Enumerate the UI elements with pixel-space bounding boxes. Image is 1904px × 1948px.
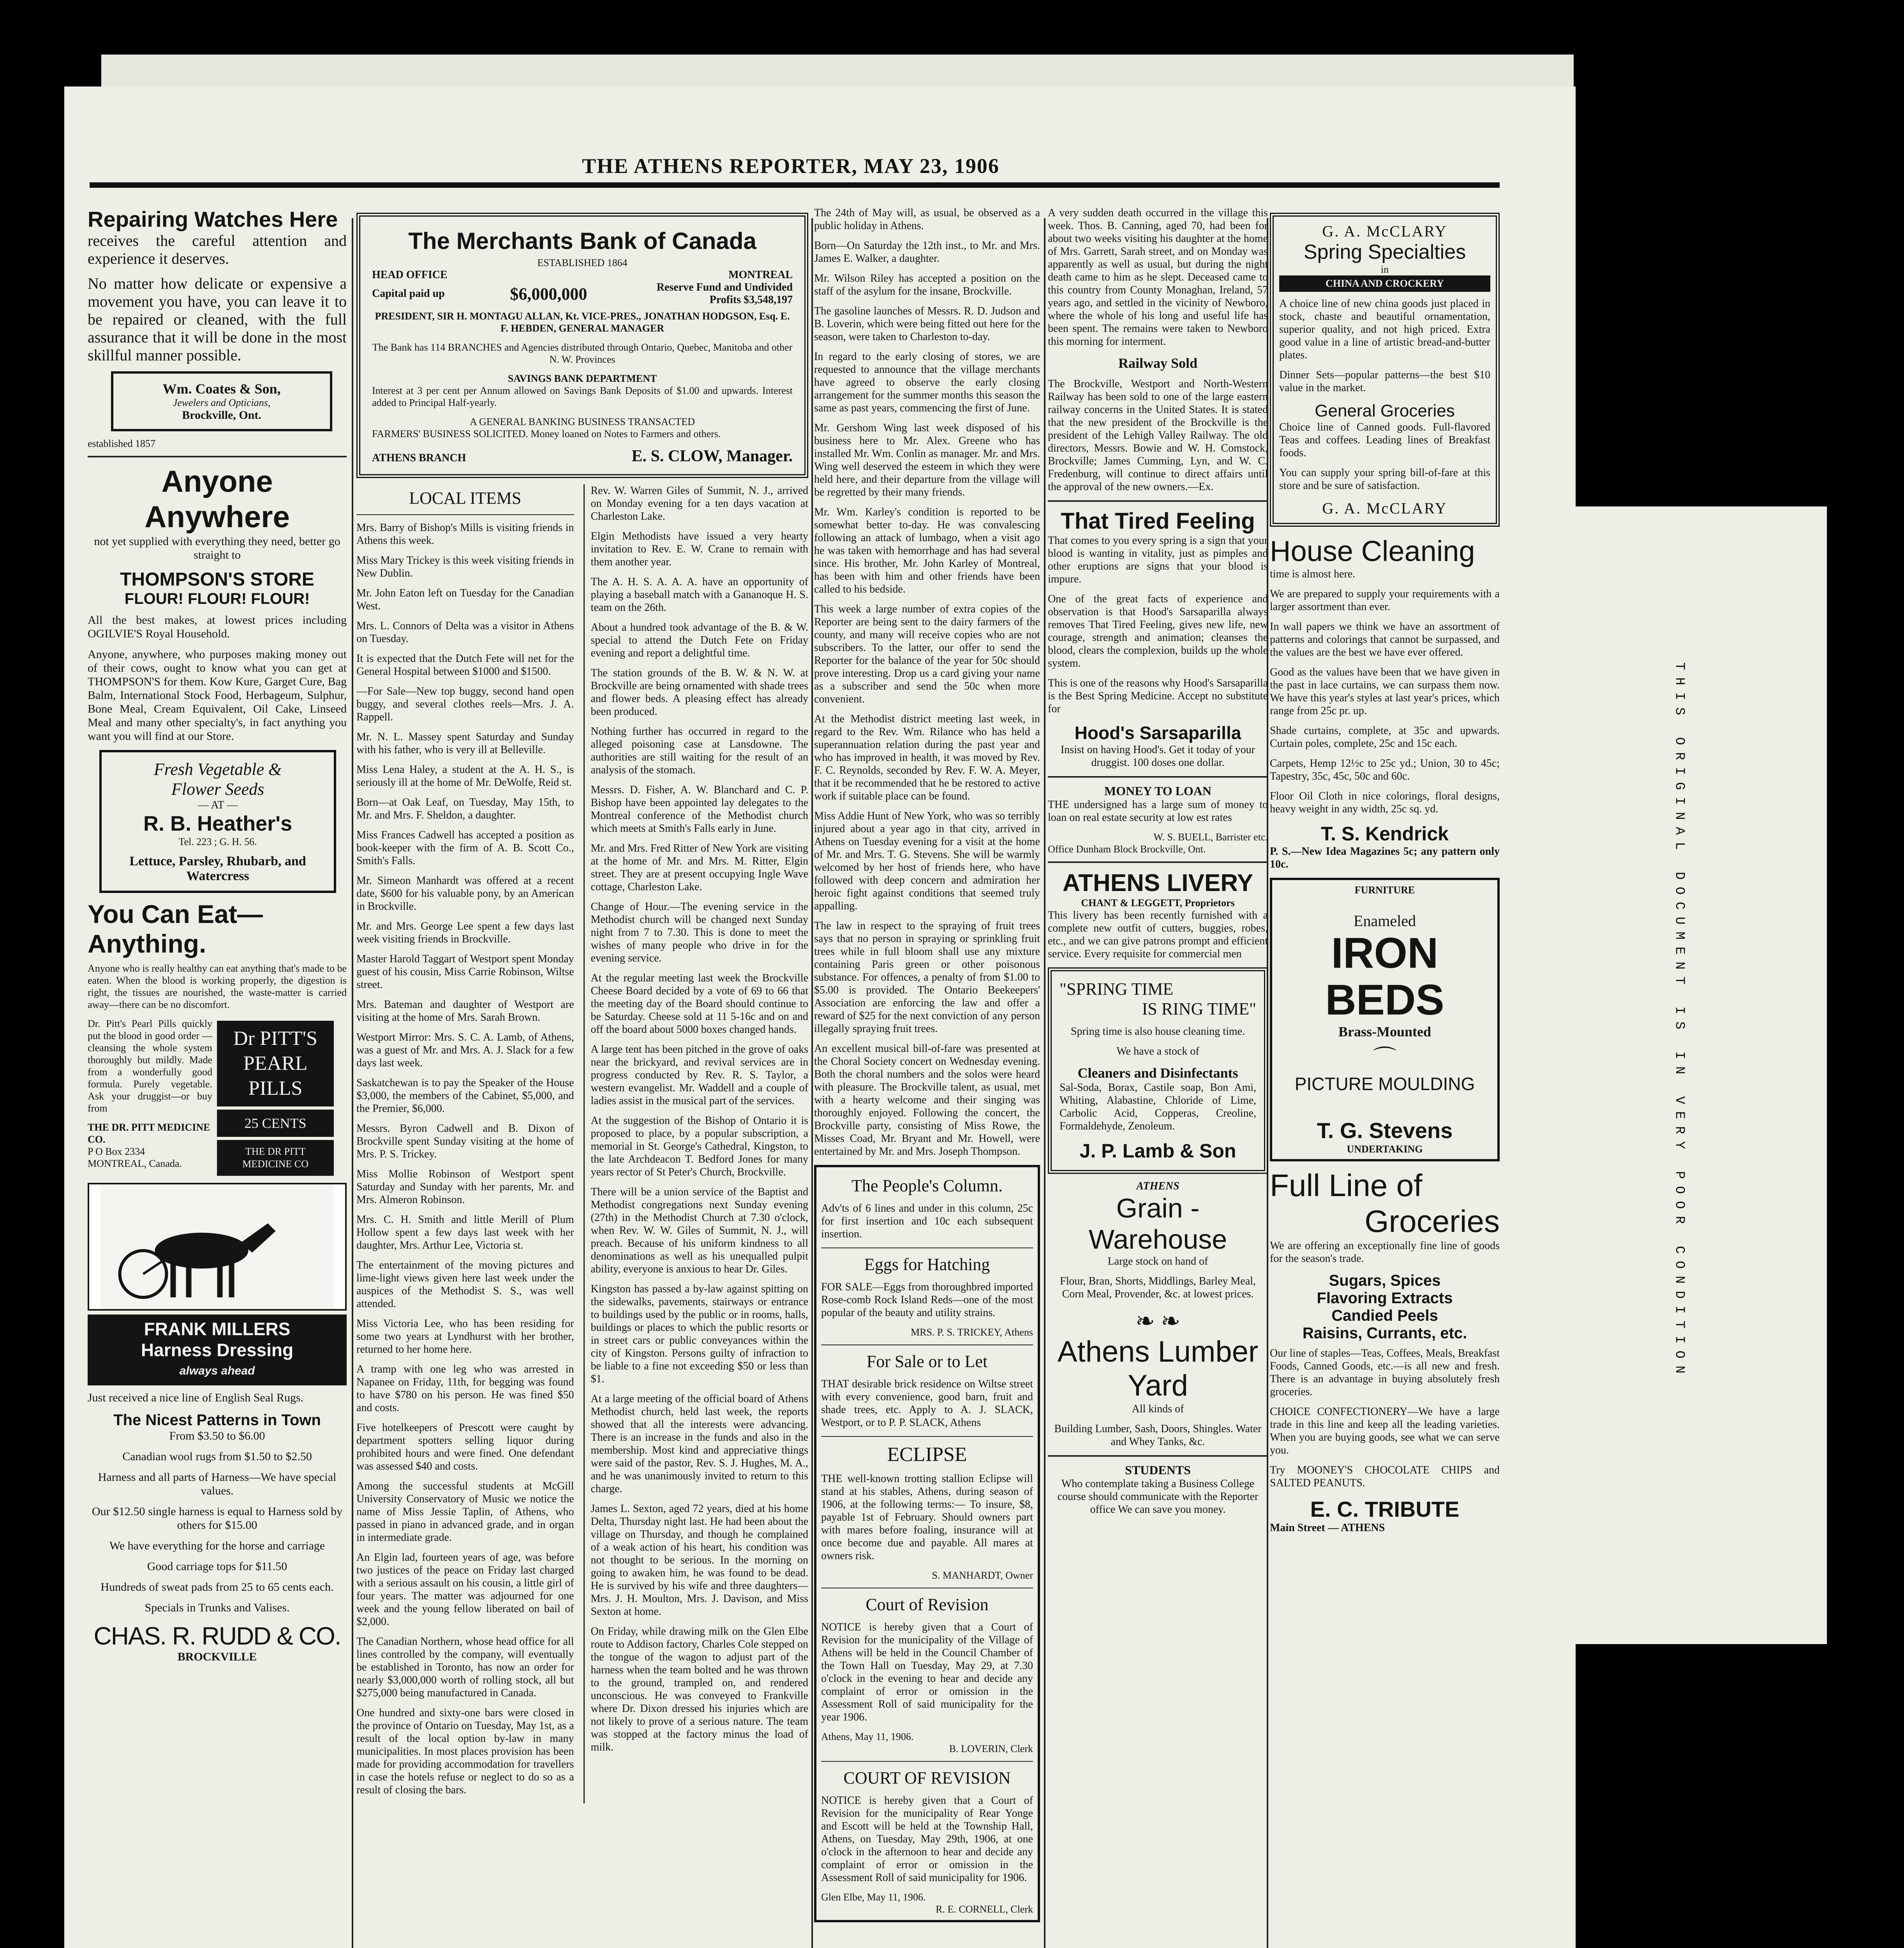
coates-ad [111,371,332,431]
page-header: THE ATHENS REPORTER, MAY 23, 1906 [582,154,1000,178]
local-item: James L. Sexton, aged 72 years, died at his home Delta, Thursday night last. He had been about the village on Thursday, and though he complained of a weak action of his heart, his condition was not thought to be serious. In the morning on going to awaken him, he was found to be dead. He is survived by his wife and three daughters—Mrs. J. H. Moulton, Mrs. J. Davison, and Miss Sexton at home. [591,1503,808,1618]
divider [821,1436,1033,1437]
bank-branches: The Bank has 114 BRANCHES and Agencies distributed through Ontario, Quebec, Manitoba and other N. W. Provinces [372,342,793,365]
sale-heading: For Sale or to Let [866,1352,988,1371]
local-item: A tramp with one leg who was arrested in Napanee on Friday, 11th, for begging was found to have $780 on his person. He was fined $50 and costs. [356,1363,574,1414]
divider [1048,500,1268,502]
students-body: Who contemplate taking a Business College course should communicate with the Reporter office We can save you money. [1057,1478,1259,1516]
seeds-ad [99,750,336,893]
sale-body: THAT desirable brick residence on Wiltse street with every convenience, good barn, fruit and shade trees, etc. Apply to A. J. SLACK, Westport, or to P. P. SLACK, Athens [821,1378,1033,1429]
local-item: Messrs. D. Fisher, A. W. Blanchard and C. P. Bishop have been appointed lay delegates to the Montreal conference of the Methodist church which meets at Smith's Falls early in June. [591,784,808,835]
iron-beds-heading: IRON BEDS [1325,929,1444,1024]
revision-signature: B. LOVERIN, Clerk [949,1743,1033,1754]
watch-text: No matter how delicate or expensive a movement you have, you can leave it to be repaired or cleaned, with the full assurance that it will be done in the most skillful manner possible. [88,275,347,364]
news-item: The gasoline launches of Messrs. R. D. Judson and B. Loverin, which were being fitted out here for the season, were taken to Charleston to-day. [814,305,1040,343]
local-items-columns [356,484,808,1803]
news-item: The law in respect to the spraying of fruit trees says that no person in spraying or sprinkling fruit trees while in full bloom shall use any mixture containing Paris green or other poisonous substance. For offences, a penalty of from $1.00 to $5.00 is provided. The Ontario Beekeepers' Association are enforcing the law and offer a reward of $25 for the next conviction of any person illegally spraying fruit trees. [814,920,1040,1035]
house-text: Floor Oil Cloth in nice colorings, floral designs, heavy weight in any width, 25c sq. yd. [1270,790,1500,815]
loan-body: THE undersigned has a large sum of money to loan on real estate security at low est rates [1048,799,1268,824]
divider [1048,861,1268,863]
tired-text: One of the great facts of experience and observation is that Hood's Sarsaparilla always removes That Tired Feeling, gives new life, new courage, strength and animation; cleanses the blood, clears the complexion, builds up the whole system. [1048,593,1268,669]
column-1 [88,206,347,1948]
mcclary-text: A choice line of new china goods just placed in stock, chaste and beautiful ornamentation, superior quality, and not high priced. Extra good value in a line of artistic bread-and-butter plates. [1279,298,1490,361]
house-text: In wall papers we think we have an assortment of patterns and colorings that cannot be surpassed, and the values are the best we have ever offered. [1270,621,1500,658]
local-item: An Elgin lad, fourteen years of age, was before two justices of the peace on Friday last charged with a serious assault on his cousin, a little girl of four years. The matter was adjourned for one week and the young fellow liberated on bail of $2,000. [356,1551,574,1628]
revision-date: Athens, May 11, 1906. [821,1731,914,1742]
frank-slogan: always ahead [179,1364,255,1377]
divider [821,1247,1033,1248]
enameled-label: Enameled [1354,912,1416,930]
mcclary-name: G. A. McCLARY [1322,222,1447,240]
coates-est: established 1857 [88,438,156,449]
news-item: The 24th of May will, as usual, be observed as a public holiday in Athens. [814,207,1040,232]
heather-tel: Tel. 223 ; G. H. 56. [178,836,257,847]
loan-heading: MONEY TO LOAN [1104,784,1211,798]
eat-text: Anyone who is really healthy can eat anything that's made to be eaten. When the blood is working properly, the digestion is right, the tissues are nourished, the waste-matter is carried away—there can be no discomfort. [88,963,347,1010]
loan-office: Office Dunham Block Brockville, Ont. [1048,843,1206,855]
eclipse-body: THE well-known trotting stallion Eclipse will stand at his stables, Athens, during season of 1906, at the following terms:— To insure, $8, payable 1st of February. Should owners part with mares before foaling, insurance will at once become due and payable. All mares at owners risk. [821,1473,1033,1562]
picture-moulding: PICTURE MOULDING [1294,1074,1475,1094]
spring-text: We have a stock of [1116,1045,1199,1057]
ornament-icon: ❧ ❧ [1135,1308,1181,1334]
livery-props: CHANT & LEGGETT, Proprietors [1081,897,1235,909]
local-item: Mrs. Bateman and daughter of Westport are visiting at the home of Mrs. Sarah Brown. [356,999,574,1023]
spring-text: Spring time is also house cleaning time. [1070,1025,1245,1038]
spring-line: "SPRING TIME [1060,979,1174,999]
column-rule [811,218,813,1948]
bank-savings-head: SAVINGS BANK DEPARTMENT [508,373,657,384]
eat-headline: You Can Eat— [88,900,263,928]
news-item: At the Methodist district meeting last week, in regard to the Rev. Wm. Rilance who has held a superannuation relation during the past year and who has improved in health, it was moved by Rev. F. C. Reynolds, seconded by Rev. F. W. A. Meyer, that it be recommended that he be restored to active work if suitable place can be found. [814,713,1040,802]
eggs-body: FOR SALE—Eggs from thoroughbred imported Rose-comb Rock Island Reds—one of the most popular of the beauty and utility strains. [821,1281,1033,1319]
local-item: Miss Mollie Robinson of Westport spent Saturday and Sunday with her parents, Mr. and Mrs. Almeron Robinson. [356,1168,574,1206]
mcclary-text: Dinner Sets—popular patterns—the best $10 value in the market. [1279,369,1490,394]
bank-head-office: HEAD OFFICE [372,269,448,281]
local-item: Miss Victoria Lee, who has been residing for some two years at Lyndhurst with her brother, returned to her home here. [356,1318,574,1355]
bank-title: The Merchants Bank of Canada [408,228,756,254]
students-heading: STUDENTS [1125,1463,1191,1477]
tribute-text: Try MOONEY'S CHOCOLATE CHIPS and SALTED PEANUTS. [1270,1464,1500,1489]
header-rule [90,182,1500,188]
local-item: Westport Mirror: Mrs. S. C. A. Lamb, of Athens, was a guest of Mr. and Mrs. A. J. Slack for a few days last week. [356,1031,574,1069]
tribute-list-item: Raisins, Currants, etc. [1302,1325,1467,1342]
tribute-text: We are offering an exceptionally fine line of goods for the season's trade. [1270,1240,1500,1265]
news-item: An excellent musical bill-of-fare was presented at the Choral Society concert on Wednesday evening. Both the choral numbers and the solos were heard with pleasure. The Brockville talent, as usual, met with a hearty welcome and their singing was thoroughly enjoyed. Following the concert, the Brockville party, consisting of Miss Rowe, the Misses Coad, Mr. Bryant and Mr. Howell, were entertained by Mr. and Mrs. Joseph Thompson. [814,1043,1040,1158]
house-text: We are prepared to supply your requirements with a larger assortment than ever. [1270,588,1500,613]
groceries-heading: General Groceries [1315,401,1455,420]
news-item: Miss Addie Hunt of New York, who was so terribly injured about a year ago in that city, arrived in Athens on Tuesday evening for a visit at the home of Mr. and Mrs. T. G. Stevens. She will be warmly welcomed by her host of friends here, who have followed with deep concern and admiration her heroic fight against conditions that seemed truly appalling. [814,810,1040,912]
watch-text: receives the careful attention and experience it deserves. [88,232,347,267]
bank-established: ESTABLISHED 1864 [537,257,628,268]
local-item: Mrs. Barry of Bishop's Mills is visiting friends in Athens this week. [356,522,574,547]
tribute-list-item: Candied Peels [1331,1307,1438,1324]
mcclary-name: G. A. McCLARY [1322,499,1447,517]
local-item: At the suggestion of the Bishop of Ontario it is proposed to place, by a popular subscription, a memorial in St. George's Cathedral, Kingston, to the late Archdeacon T. Bedford Jones for many years rector of St Peter's Church, Brockville. [591,1115,808,1178]
rudd-text: From $3.50 to $6.00 [169,1429,265,1442]
news-item: A very sudden death occurred in the village this week. Thos. B. Canning, aged 70, had been for about two weeks visiting his daughter at the home of Mrs. Garrett, Sarah street, and on Monday was apparently as well as usual, but during the night death came to him as he slept. Deceased came to this country from County Monaghan, Ireland, 57 years ago, and settled in the vicinity of Newboro, where the whole of his long and useful life has been spent. The remains were taken to Newboro this morning for interment. [1048,207,1268,348]
loan-name: W. S. BUELL, Barrister etc. [1153,831,1268,843]
pills-box [217,1018,334,1179]
bank-officers: PRESIDENT, SIR H. MONTAGU ALLAN, Kt. VICE-PRES., JONATHAN HODGSON, Esq. E. F. HEBDEN, GENERAL MANAGER [375,311,790,334]
china-banner: CHINA AND CROCKERY [1279,275,1490,292]
local-item: Kingston has passed a by-law against spitting on the sidewalks, pavements, stairways or entrance to buildings used by the public or in rooms, halls, buildings or places to which the public resorts or in street cars or public conveyances within the city of Kingston. Persons guilty of infraction to be liable to a fine not exceeding $50 or less than $1. [591,1283,808,1385]
grain-town: ATHENS [1136,1180,1179,1192]
local-item: Change of Hour.—The evening service in the Methodist church will be changed next Sunday night from 7 to 7.30. This is done to meet the wishes of many people who drive in for the evening service. [591,901,808,964]
frank-miller-ad [88,1315,347,1385]
cleaners-heading: Cleaners and Disinfectants [1077,1065,1238,1081]
tribute-text: Our line of staples—Teas, Coffees, Meals, Breakfast Foods, Canned Goods, etc.—is all new and fresh. There is an advantage in buying absolutely fresh groceries. [1270,1347,1500,1398]
lamb-name: J. P. Lamb & Son [1079,1140,1236,1162]
eggs-heading: Eggs for Hatching [864,1255,990,1274]
local-item: Miss Mary Trickey is this week visiting friends in New Dublin. [356,554,574,579]
local-item: —For Sale—New top buggy, second hand open buggy, and several clothes reels—Mrs. J. A. Rappell. [356,685,574,723]
house-text: time is almost here. [1270,568,1356,580]
eggs-signature: MRS. P. S. TRICKEY, Athens [910,1327,1033,1338]
tribute-list-item: Sugars, Spices [1329,1272,1441,1289]
rudd-text: Harness and all parts of Harness—We have special values. [98,1471,337,1497]
house-text: Good as the values have been that we have given in the past in lace curtains, we can surpass them now. We have this year's styles at last year's prices, which range from 25c pr. up. [1270,666,1500,717]
peoples-column [814,1165,1040,1922]
news-item: Born—On Saturday the 12th inst., to Mr. and Mrs. James E. Walker, a daughter. [814,240,1040,265]
local-item: Rev. W. Warren Giles of Summit, N. J., arrived on Monday evening for a ten days vacation at Charleston Lake. [591,485,808,522]
bank-branch: ATHENS BRANCH [372,452,466,464]
stevens-name: T. G. Stevens [1317,1118,1453,1143]
rudd-name: CHAS. R. RUDD & CO. [93,1622,341,1650]
groceries-heading-2: Groceries [1365,1204,1500,1239]
revision-signature: R. E. CORNELL, Clerk [936,1904,1033,1915]
kendrick-name: T. S. Kendrick [1321,823,1449,845]
anywhere-headline: Anywhere [145,499,290,534]
livery-heading: ATHENS LIVERY [1062,870,1253,896]
tribute-name: E. C. TRIBUTE [1310,1497,1460,1521]
anyone-text: not yet supplied with everything they need, better go straight to [94,535,340,561]
spring-list: Sal-Soda, Borax, Castile soap, Bon Ami, Whiting, Alabastine, Chloride of Lime, Carbolic Acid, Copperas, Creoline, Formaldehyde, Zenoleum. [1060,1082,1256,1132]
divider [1048,1455,1268,1457]
pills-label: Dr PITT'S PEARL PILLS [217,1021,334,1106]
grain-list: Flour, Bran, Shorts, Middlings, Barley Meal, Corn Meal, Provender, &c. at lowest prices. [1060,1275,1256,1300]
peoples-heading: The People's Column. [851,1176,1003,1195]
condition-stamp: THIS ORIGINAL DOCUMENT IS IN VERY POOR CONDITION [1672,662,1687,1381]
ornament-icon: ⌒ [1373,1046,1396,1071]
column-5 [1270,206,1500,1948]
thompson-name: THOMPSON'S STORE [120,569,314,590]
pills-price: 25 CENTS [217,1110,334,1137]
coates-name: Wm. Coates & Son, [162,381,281,397]
local-item: The entertainment of the moving pictures and lime-light views given here last week under the auspices of the Methodist S. S., was well attended. [356,1259,574,1310]
spring-line: IS RING TIME" [1142,999,1256,1018]
rudd-text: Our $12.50 single harness is equal to Harness sold by others for $15.00 [92,1505,343,1532]
tired-text: That comes to you every spring is a sign that your blood is wanting in vitality, just as pimples and other eruptions are signs that your blood is impure. [1048,535,1268,585]
column-4 [1048,206,1268,1948]
local-item: Master Harold Taggart of Westport spent Monday guest of his cousin, Miss Carrie Robinson, Wiltse street. [356,953,574,991]
rudd-text: Canadian wool rugs from $1.50 to $2.50 [122,1450,312,1463]
local-item: The Canadian Northern, whose head office for all lines controlled by the company, will eventually be established in Toronto, has now an order for nearly $3,000,000 worth of rolling stock, all but $275,000 being manufactured in Canada. [356,1636,574,1699]
pitt-company: THE DR. PITT MEDICINE CO. [88,1122,210,1145]
column-2 [356,206,808,1948]
coates-town: Brockville, Ont. [182,409,261,422]
bank-manager: E. S. CLOW, Manager. [631,447,793,465]
news-item: In regard to the early closing of stores, we are requested to announce that the village merchants have agreed to observe the early closing arrangement for the summer months this season the same as past years, commencing the first of June. [814,351,1040,414]
local-item: Mr. N. L. Massey spent Saturday and Sunday with his father, who is very ill at Belleville. [356,731,574,756]
local-item: Among the successful students at McGill University Conservatory of Music we notice the name of Miss Jessie Taplin, of Athens, who passed in piano in advanced grade, and in organ in intermediate grade. [356,1480,574,1544]
merchants-bank-ad [356,213,808,478]
local-item: At the regular meeting last week the Brockville Cheese Board decided by a vote of 69 to 66 that the meeting day of the Board should continue to be Saturday. Cheese sold at 11 5-16c and on and off the board about 5000 boxes changed hands. [591,972,808,1036]
full-line-heading: Full Line of [1270,1168,1423,1203]
watch-headline: Repairing Watches Here [88,207,338,231]
paper-sheet-flap [1566,506,1827,1644]
rudd-text: Hundreds of sweat pads from 25 to 65 cents each. [100,1581,334,1593]
eat-headline: Anything. [88,929,206,958]
anyone-headline: Anyone [161,464,273,498]
mcclary-text: Choice line of Canned goods. Full-flavored Teas and coffees. Leading lines of Breakfast foods. [1279,421,1490,459]
local-item: Mr. and Mrs. Fred Ritter of New York are visiting at the home of Mr. and Mrs. M. Ritter, Elgin street. They are at present occupying Ingle Wave cottage, Charleston Lake. [591,842,808,893]
rudd-town: BROCKVILLE [177,1650,257,1663]
railway-body: The Brockville, Westport and North-Western Railway has been sold to one of the large eastern railway concerns in the United States. It is stated that the new president of the Brockville is the president of the Lehigh Valley Railway. The old directors, Messrs. Bowie and W. H. Comstock, Brockville; James Cumming, Lyn, and W. C. Fredenburg, will continue to direct affairs until the approval of the new owners.—Ex. [1048,378,1268,493]
local-item: On Friday, while drawing milk on the Glen Elbe route to Addison factory, Charles Cole stepped on the tongue of the wagon to adjust part of the harness when the team bolted and he was thrown to the ground, trampled on, and rendered unconscious. He was conveyed to Frankville where Dr. Dixon dressed his injuries which are not likely to prove of a serious nature. The team was stopped at the factory minus the load of milk. [591,1625,808,1753]
tired-text: This is one of the reasons why Hood's Sarsaparilla is the Best Spring Medicine. Accept no substitute for [1048,677,1268,715]
rudd-text: We have everything for the horse and carriage [109,1539,325,1552]
revision-heading: COURT OF REVISION [843,1768,1011,1787]
local-item: At a large meeting of the official board of Athens Methodist church, held last week, the reports showed that all the interests were advancing. There is an increase in the funds and also in the membership. Most kind and appreciative things were said of the pastor, Rev. S. J. Hughes, M. A., and he was unanimously invited to return to this charge. [591,1393,808,1495]
eclipse-heading: ECLIPSE [887,1443,967,1466]
local-item: Mr. and Mrs. George Lee spent a few days last week visiting friends in Brockville. [356,920,574,945]
local-item: Mr. Simeon Manhardt was offered at a recent date, $600 for his valuable pony, by an American in Brockville. [356,875,574,912]
local-item: The A. H. S. A. A. A. have an opportunity of playing a baseball match with a Gananoque H. S. team on the 26th. [591,576,808,614]
hoods-name: Hood's Sarsaparilla [1074,723,1241,743]
grain-heading: Grain - Warehouse [1088,1193,1227,1255]
livery-body: This livery has been recently furnished with a complete new outfit of cutters, buggies, robes, etc., and we can give patrons prompt and efficient service. Every requisite for commercial men [1048,909,1268,960]
local-item: Saskatchewan is to pay the Speaker of the House $3,000, the members of the Cabinet, $5,000, and the Premier, $6,000. [356,1077,574,1115]
house-cleaning-heading: House Cleaning [1270,535,1475,567]
bank-capital-row [372,281,793,306]
rudd-text: Good carriage tops for $11.50 [147,1560,287,1573]
column-3 [814,206,1040,1948]
bank-farmers: FARMERS' BUSINESS SOLICITED. Money loaned on Notes to Farmers and others. [372,428,721,439]
lumber-list: Building Lumber, Sash, Doors, Shingles. Water and Whey Tanks, &c. [1054,1423,1262,1448]
bank-savings: Interest at 3 per cent per Annum allowed on Savings Bank Deposits of $1.00 and upwards. Interest added to Principal Half-yearly. [372,385,793,408]
divider [1048,776,1268,778]
divider [821,1761,1033,1762]
local-item: Miss Frances Cadwell has accepted a position as book-keeper with the firm of A. B. Scott Co., Smith's Falls. [356,829,574,867]
in-label: in [1380,264,1389,275]
tribute-text: CHOICE CONFECTIONERY—We have a large trade in this line and keep all the leading varieties. When you are buying goods, see what we can serve you. [1270,1406,1500,1456]
bank-office-row [372,269,793,281]
local-item: Mr. John Eaton left on Tuesday for the Canadian West. [356,587,574,612]
seeds-line: Flower Seeds [171,780,264,799]
grain-sub: Large stock on hand of [1107,1255,1208,1267]
bank-general: A GENERAL BANKING BUSINESS TRANSACTED [470,416,695,427]
local-item: There will be a union service of the Baptist and Methodist congregations next Sunday evening (27th) in the Methodist Church at 7.30 o'clock, when Rev. W. W. Giles of Summit, N. J., will preach. Because of his uniform kindness to all denominations as well as his unequalled pulpit ability, everyone is anxious to hear Dr. Giles. [591,1186,808,1275]
mcclary-text: You can supply your spring bill-of-fare at this store and be sure of satisfaction. [1279,467,1490,492]
local-item: About a hundred took advantage of the B. & W. special to attend the Dutch Fete on Friday evening and report a delightful time. [591,621,808,659]
rudd-text: Specials in Trunks and Valises. [145,1601,290,1614]
horse-illustration [88,1183,347,1311]
spring-time-ad [1048,967,1268,1174]
peoples-rate: Adv'ts of 6 lines and under in this column, 25c for first insertion and 10c each subsequent insertion. [821,1202,1033,1240]
spring-specialties: Spring Specialties [1303,241,1466,263]
tribute-address: Main Street — ATHENS [1270,1522,1385,1534]
house-text: Shade curtains, complete, at 35c and upwards. Curtain poles, complete, 25c and 15c each. [1270,725,1500,750]
divider [356,514,574,515]
lumber-sub: All kinds of [1132,1403,1184,1415]
news-item: Mr. Wm. Karley's condition is reported to be somewhat better to-day. He was convalescing following an attack of lumbago, when a visit ago he was taken with hemorrhage and has had several since. His brother, Mr. John Karley of Montreal, has been with him and other friends have been called to his bedside. [814,506,1040,595]
rudd-headline: The Nicest Patterns in Town [113,1412,321,1429]
house-text: Carpets, Hemp 12½c to 25c yd.; Union, 30 to 45c; Tapestry, 35c, 45c, 50c and 60c. [1270,757,1500,782]
local-item: One hundred and sixty-one bars were closed in the province of Ontario on Tuesday, May 1st, as a result of the local option by-law in many municipalities. In most places provision has been made for providing accommodation for travellers in case the hotels refuse or neglect to do so as a result of closing the bars. [356,1707,574,1796]
tired-heading: That Tired Feeling [1061,508,1255,534]
news-item: This week a large number of extra copies of the Reporter are being sent to the dairy farmers of the county, and many will receive copies who are not subscribers. To the latter, our offer to send the Reporter for the balance of the year for 50c should prove interesting. Drop us a card giving your name as a subscriber and send the 50c when more convenient. [814,603,1040,705]
column-rule [1044,218,1045,1948]
railway-heading: Railway Sold [1118,355,1198,371]
bank-reserve: Reserve Fund and Undivided Profits $3,548,197 [656,281,793,306]
local-item: Mrs. C. H. Smith and little Merill of Plum Hollow spent a few days last week with her daughter, Mrs. Arthur Lee, Victoria st. [356,1214,574,1251]
flour-line: FLOUR! FLOUR! FLOUR! [124,590,310,607]
local-item: A large tent has been pitched in the grove of oaks near the brickyard, and revival services are in progress conducted by Rev. R. S. Taylor, a western evangelist. Mr. Waddell and a couple of ladies assist in the musical part of the services. [591,1043,808,1107]
revision-body: NOTICE is hereby given that a Court of Revision for the municipality of the Village of Athens will be held in the Council Chamber of the Town Hall on Tuesday, May 29, at 7.30 o'clock in the evening to hear and decide any complaint of error or omission in the Assessment Roll of said municipality for the year 1906. [821,1621,1033,1723]
local-item: Nothing further has occurred in regard to the alleged poisoning case at Lansdowne. The authorities are still waiting for the result of an analysis of the stomach. [591,725,808,776]
bank-capital: $6,000,000 [510,284,587,303]
rudd-text: Just received a nice line of English Seal Rugs. [88,1391,304,1404]
eat-text: Dr. Pitt's Pearl Pills quickly put the blood in good order — cleansing the whole system thoroughly but mildly. Made from a wonderfully good formula. Purely vegetable. Ask your druggist—or buy from [88,1018,212,1114]
eclipse-signature: S. MANHARDT, Owner [932,1570,1033,1581]
frank-line: FRANK MILLERS [144,1319,291,1339]
heather-name: R. B. Heather's [143,812,292,835]
column-rule [352,218,353,1948]
furniture-label: FURNITURE [1354,884,1415,896]
local-items-left [356,484,574,1803]
lumber-heading: Athens Lumber Yard [1057,1335,1259,1402]
tribute-list-item: Flavoring Extracts [1317,1290,1453,1307]
pitt-text-block [88,1018,212,1179]
local-item: Messrs. Byron Cadwell and B. Dixon of Brockville spent Sunday visiting at the home of Mrs. P. S. Trickey. [356,1122,574,1160]
brass-label: Brass-Mounted [1338,1024,1431,1039]
seeds-list: Lettuce, Parsley, Rhubarb, and Watercress [129,854,306,883]
seeds-at: — AT — [197,799,238,811]
revision-date: Glen Elbe, May 11, 1906. [821,1892,926,1903]
undertaking-label: UNDERTAKING [1347,1143,1423,1155]
anyone-text: All the best makes, at lowest prices including OGILVIE'S Royal Household. [88,614,347,640]
local-item: Elgin Methodists have issued a very hearty invitation to Rev. E. W. Crane to remain with them another year. [591,530,808,568]
revision-heading: Court of Revision [866,1595,989,1614]
pills-maker: THE DR PITT MEDICINE CO [217,1140,334,1176]
seeds-line: Fresh Vegetable & [153,760,282,779]
local-item: Mrs. L. Connors of Delta was a visitor in Athens on Tuesday. [356,620,574,645]
frank-line: Harness Dressing [141,1340,294,1360]
local-item: Born—at Oak Leaf, on Tuesday, May 15th, to Mr. and Mrs. F. Sheldon, a daughter. [356,796,574,821]
pitt-city: MONTREAL, Canada. [88,1158,182,1169]
house-text: P. S.—New Idea Magazines 5c; any pattern only 10c. [1270,845,1500,870]
local-item: Miss Lena Haley, a student at the A. H. S., is seriously ill at the home of Mr. DeWolfe, Reid st. [356,764,574,789]
local-item: The station grounds of the B. W. & N. W. at Brockville are being ornamented with shade trees and flower beds. A pleasing effect has already been produced. [591,667,808,718]
local-items-heading: LOCAL ITEMS [409,489,522,508]
anyone-text: Anyone, anywhere, who purposes making money out of their cows, ought to know what you can get at THOMPSON'S for them. Kow Kure, Garget Cure, Bag Balm, International Stock Food, Herbageum, Sulphur, Bone Meal, Cream Equivalent, Oil Cake, Linseed Meal and many other specialty's, in fact anything you want you will find at our Store. [88,648,347,743]
stevens-ad [1270,878,1500,1161]
news-item: Mr. Gershom Wing last week disposed of his business here to Mr. Alex. Greene who has installed Mr. Wm. Conlin as manager. Mr. and Mrs. Wing well deserved the esteem in which they were held here, and their departure from the village will be regretted by their many friends. [814,422,1040,498]
pitt-ad [88,1018,347,1179]
local-item: Five hotelkeepers of Prescott were caught by department spotters selling liquor during prohibited hours and were fined. One defendant was assessed $40 and costs. [356,1422,574,1472]
bank-branch-row [372,447,793,466]
bank-montreal: MONTREAL [728,269,793,281]
local-item: It is expected that the Dutch Fete will net for the General Hospital between $1000 and $1500. [356,653,574,678]
coates-sub: Jewelers and Opticians, [173,397,271,408]
bank-capital-label: Capital paid up [372,288,445,300]
pitt-box: P O Box 2334 [88,1146,145,1157]
revision-body: NOTICE is hereby given that a Court of Revision for the municipality of Rear Yonge and Escott will be held at the Township Hall, Athens, on Tuesday, May 29th, 1906, at one o'clock in the afternoon to hear and decide any complaint of error or omission in the Assessment Roll of said municipality for 1906. [821,1794,1033,1884]
divider [88,456,347,457]
mcclary-ad [1270,213,1500,527]
hoods-sub: Insist on having Hood's. Get it today of your druggist. 100 doses one dollar. [1061,744,1255,769]
local-items-right [584,484,809,1803]
news-item: Mr. Wilson Riley has accepted a position on the staff of the asylum for the insane, Brockville. [814,272,1040,297]
horse-icon [89,1184,345,1309]
